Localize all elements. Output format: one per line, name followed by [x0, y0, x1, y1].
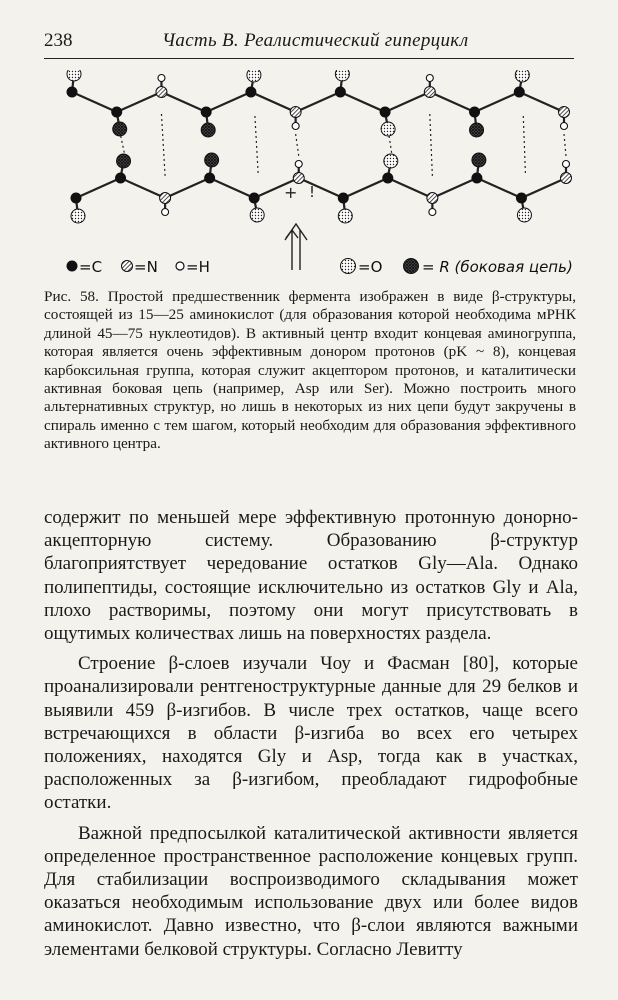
nitrogen-atom — [424, 87, 435, 98]
bonds-layer — [72, 74, 566, 216]
backbone-bond — [477, 178, 522, 198]
hydrogen-bond — [389, 136, 392, 154]
oxygen-atom — [381, 122, 395, 136]
sidechain-atom — [117, 154, 131, 168]
carbon-atom — [335, 87, 345, 97]
backbone-bond — [299, 178, 344, 198]
page-number: 238 — [44, 30, 73, 51]
backbone-bond — [519, 92, 564, 112]
oxygen-atom — [71, 209, 85, 223]
hydrogen-atom — [162, 209, 169, 216]
legend-hydrogen-icon — [176, 262, 184, 270]
carbon-atom — [67, 87, 77, 97]
hydrogen-bond — [255, 116, 258, 174]
legend-nitrogen-label: =N — [134, 258, 158, 276]
backbone-bond — [206, 92, 251, 112]
backbone-bond — [343, 178, 388, 198]
figure-caption — [44, 288, 576, 454]
backbone-bond — [385, 92, 430, 112]
carbon-atom — [112, 107, 122, 117]
hydrogen-bond — [523, 116, 525, 174]
legend-oxygen-label: =O — [358, 258, 383, 276]
carbon-atom — [514, 87, 524, 97]
oxygen-atom — [384, 154, 398, 168]
active-center-arrow — [285, 224, 307, 270]
sidechain-atom — [205, 153, 219, 167]
hydrogen-atom — [426, 75, 433, 82]
nitrogen-atom — [290, 107, 301, 118]
hydrogen-bond — [121, 136, 125, 154]
sidechain-atom — [472, 153, 486, 167]
carbon-atom — [71, 193, 81, 203]
backbone-bond — [430, 92, 475, 112]
carbon-atom — [116, 173, 126, 183]
hydrogen-atom — [295, 161, 302, 168]
backbone-bond — [388, 178, 433, 198]
hydrogen-bonds-layer — [121, 114, 566, 176]
hydrogen-bond — [430, 114, 433, 176]
hydrogen-atom — [429, 209, 436, 216]
running-title: Часть В. Реалистический гиперцикл — [162, 30, 469, 51]
sidechain-atom — [201, 123, 215, 137]
legend-sidechain-icon — [404, 259, 419, 274]
backbone-bond — [72, 92, 117, 112]
oxygen-atom — [250, 208, 264, 222]
legend-carbon-icon — [67, 261, 78, 272]
carbon-atom — [201, 107, 211, 117]
oxygen-atom — [67, 70, 81, 81]
hydrogen-atom — [158, 75, 165, 82]
backbone-bond — [475, 92, 520, 112]
backbone-bond — [117, 92, 162, 112]
hydrogen-bond — [296, 134, 299, 156]
hydrogen-bond — [161, 114, 165, 176]
hydrogen-atom — [561, 123, 568, 130]
carbon-atom — [472, 173, 482, 183]
carbon-atom — [383, 173, 393, 183]
nitrogen-atom — [293, 173, 304, 184]
nitrogen-atom — [160, 193, 171, 204]
nitrogen-atom — [561, 173, 572, 184]
carbon-atom — [470, 107, 480, 117]
backbone-bond — [76, 178, 121, 198]
oxygen-atom — [517, 208, 531, 222]
figure-beta-structure — [44, 70, 584, 288]
nitrogen-atom — [156, 87, 167, 98]
header-rule — [44, 58, 574, 59]
backbone-bond — [165, 178, 210, 198]
hydrogen-bond — [564, 134, 566, 156]
paragraph-1: содержит по меньшей мере эффективную протонную донорно-акцепторную систему. Образованию β-структур благоприятствует чередование остатков Gly—Ala. Однако полипептиды, состоящие исключительно из остатков Gly и Ala, плохо растворимы, поэтому они могут присутствовать в ощутимых количествах лишь на поверхностях раздела. — [44, 507, 578, 645]
backbone-bond — [521, 178, 566, 198]
charge-mark: ! — [309, 183, 316, 201]
hydrogen-atom — [563, 161, 570, 168]
legend-hydrogen-label: =H — [186, 258, 210, 276]
caption-text: Рис. 58. Простой предшественник фермента изображен в виде β-структуры, состоящей из 15—25 аминокислот (для образования которой необходима мРНК длиной 45—75 нуклеотидов). В активный центр входит концевая аминогруппа, которая является очень эффективным донором протонов (pK ~ 8), концевая карбоксильная группа, которая служит акцептором протонов, и каталитически активная боковая цепь (например, Asp или Ser). Можно построить много альтернативных структур, но лишь в некоторых из них цепи будут закручены в спираль именно с тем шагом, который необходим для образования эффективного активного центра. — [44, 288, 576, 453]
backbone-bond — [340, 92, 385, 112]
carbon-atom — [246, 87, 256, 97]
paragraph-2: Строение β-слоев изучали Чоу и Фасман [80], которые проанализировали рентгеноструктурные данные для 29 белков и выявили 459 β-изгибов. В числе трех остатков, чаще всего встречающихся в области β-изгиба во всех его четырех положениях, находятся Gly и Asp, тогда как в участках, расположенных за β-изгибом, преобладают гидрофобные остатки. — [44, 653, 578, 814]
backbone-bond — [210, 178, 255, 198]
nitrogen-atom — [427, 193, 438, 204]
sidechain-atom — [470, 123, 484, 137]
body-text — [44, 506, 578, 961]
plus-sign: + — [284, 183, 298, 202]
backbone-bond — [161, 92, 206, 112]
legend-sidechain-label: = R (боковая цепь) — [422, 258, 573, 276]
carbon-atom — [205, 173, 215, 183]
backbone-bond — [251, 92, 296, 112]
sidechain-atom — [113, 122, 127, 136]
backbone-bond — [121, 178, 166, 198]
backbone-bond — [432, 178, 477, 198]
legend-nitrogen-icon — [122, 261, 133, 272]
hydrogen-atom — [292, 123, 299, 130]
figure-legend — [67, 258, 573, 276]
carbon-atom — [516, 193, 526, 203]
legend-oxygen-icon — [341, 259, 356, 274]
oxygen-atom — [335, 70, 349, 81]
paragraph-3: Важной предпосылкой каталитической активности является определенное пространственное расположение концевых групп. Для стабилизации воспроизводимого складывания может оказаться необходимым использование двух или более видов аминокислот. Давно известно, что β-слои являются важными элементами белковой структуры. Согласно Левитту — [44, 822, 578, 960]
carbon-atom — [380, 107, 390, 117]
atoms-layer — [67, 70, 572, 223]
carbon-atom — [338, 193, 348, 203]
beta-structure-diagram — [44, 70, 584, 288]
oxygen-atom — [338, 209, 352, 223]
nitrogen-atom — [559, 107, 570, 118]
oxygen-atom — [247, 70, 261, 82]
backbone-bond — [296, 92, 341, 112]
legend-carbon-label: =C — [79, 258, 103, 276]
page-header — [44, 30, 574, 56]
carbon-atom — [249, 193, 259, 203]
oxygen-atom — [515, 70, 529, 82]
